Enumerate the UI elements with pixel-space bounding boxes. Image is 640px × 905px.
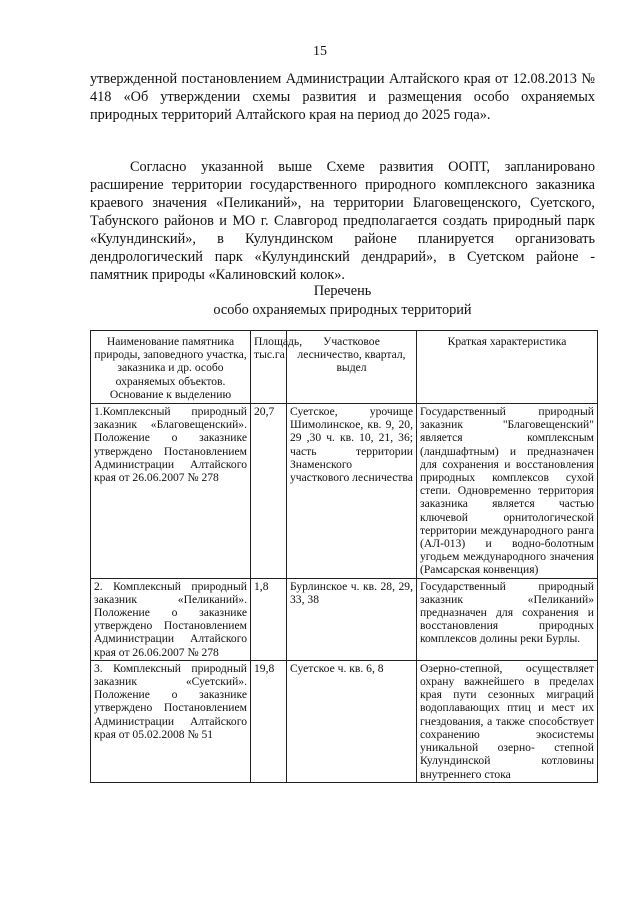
cell-area: 1,8 bbox=[251, 578, 287, 660]
cell-location: Бурлинское ч. кв. 28, 29, 33, 38 bbox=[287, 578, 417, 660]
paragraph-continuation bbox=[90, 70, 595, 124]
cell-location: Суетское ч. кв. 6, 8 bbox=[287, 660, 417, 782]
cell-description: Озерно-степной, осуществляет охрану важнейшего в пределах края пути сезонных миграций водоплавающих птиц и мест их гнездования, а также способствует сохранению экосистемы уникальной озерно- степной Кулундинской котловины внутреннего стока bbox=[417, 660, 598, 782]
cell-location: Суетское, урочище Шимолинское, кв. 9, 20, 29 ,30 ч. кв. 10, 21, 36; часть территории Знаменского участкового лесничества bbox=[287, 404, 417, 579]
header-name: Наименование памятника природы, заповедного участка, заказника и др. особо охраняемых объектов. Основание к выделению bbox=[91, 331, 251, 404]
paragraph-development-scheme bbox=[90, 158, 595, 284]
table-title-line-1: Перечень bbox=[313, 283, 372, 299]
cell-name: 2. Комплексный природный заказник «Пеликаний». Положение о заказнике утверждено Постановлением Администрации Алтайского края от 26.06.2007 № 278 bbox=[91, 578, 251, 660]
table-header-row bbox=[91, 331, 598, 404]
cell-description: Государственный природный заказник "Благовещенский" является комплексным (ландшафтным) и предназначен для сохранения и восстановления природных комплексов сухой степи. Одновременно территория заказника является частью ключевой орнитологической территории международного ранга (АЛ-013) и водно-болотным угодьем международного значения (Рамсарская конвенция) bbox=[417, 404, 598, 579]
header-description: Краткая характеристика bbox=[417, 331, 598, 404]
table-row bbox=[91, 404, 598, 579]
cell-description: Государственный природный заказник «Пеликаний» предназначен для сохранения и восстановления природных комплексов долины реки Бурлы. bbox=[417, 578, 598, 660]
cell-area: 19,8 bbox=[251, 660, 287, 782]
paragraph-text: Согласно указанной выше Схеме развития ООПТ, запланировано расширение территории государственного природного комплексного заказника краевого значения «Пеликаний», на территории Благовещенского, Суетского, Табунского районов и МО г. Славгород предполагается создать природный парк «Кулундинский», в Кулундинском районе планируется организовать дендрологический парк «Кулундинский дендрарий», в Суетском районе - памятник природы «Калиновский колок». bbox=[90, 159, 595, 283]
header-area: Площадь, тыс.га bbox=[251, 331, 287, 404]
header-location: Участковое лесничество, квартал, выдел bbox=[287, 331, 417, 404]
cell-name: 1.Комплексный природный заказник «Благовещенский». Положение о заказнике утверждено Постановлением Администрации Алтайского края от 26.06.2007 № 278 bbox=[91, 404, 251, 579]
table-title bbox=[90, 282, 595, 320]
table-row bbox=[91, 578, 598, 660]
cell-area: 20,7 bbox=[251, 404, 287, 579]
paragraph-text: утвержденной постановлением Администрации Алтайского края от 12.08.2013 № 418 «Об утверждении схемы развития и размещения особо охраняемых природных территорий Алтайского края на период до 2025 года». bbox=[90, 71, 595, 123]
page-number: 15 bbox=[313, 44, 327, 59]
protected-areas-table bbox=[90, 330, 598, 783]
table-title-line-2: особо охраняемых природных территорий bbox=[213, 302, 472, 318]
table-row bbox=[91, 660, 598, 782]
cell-name: 3. Комплексный природный заказник «Суетский». Положение о заказнике утверждено Постановлением Администрации Алтайского края от 05.02.2008 № 51 bbox=[91, 660, 251, 782]
